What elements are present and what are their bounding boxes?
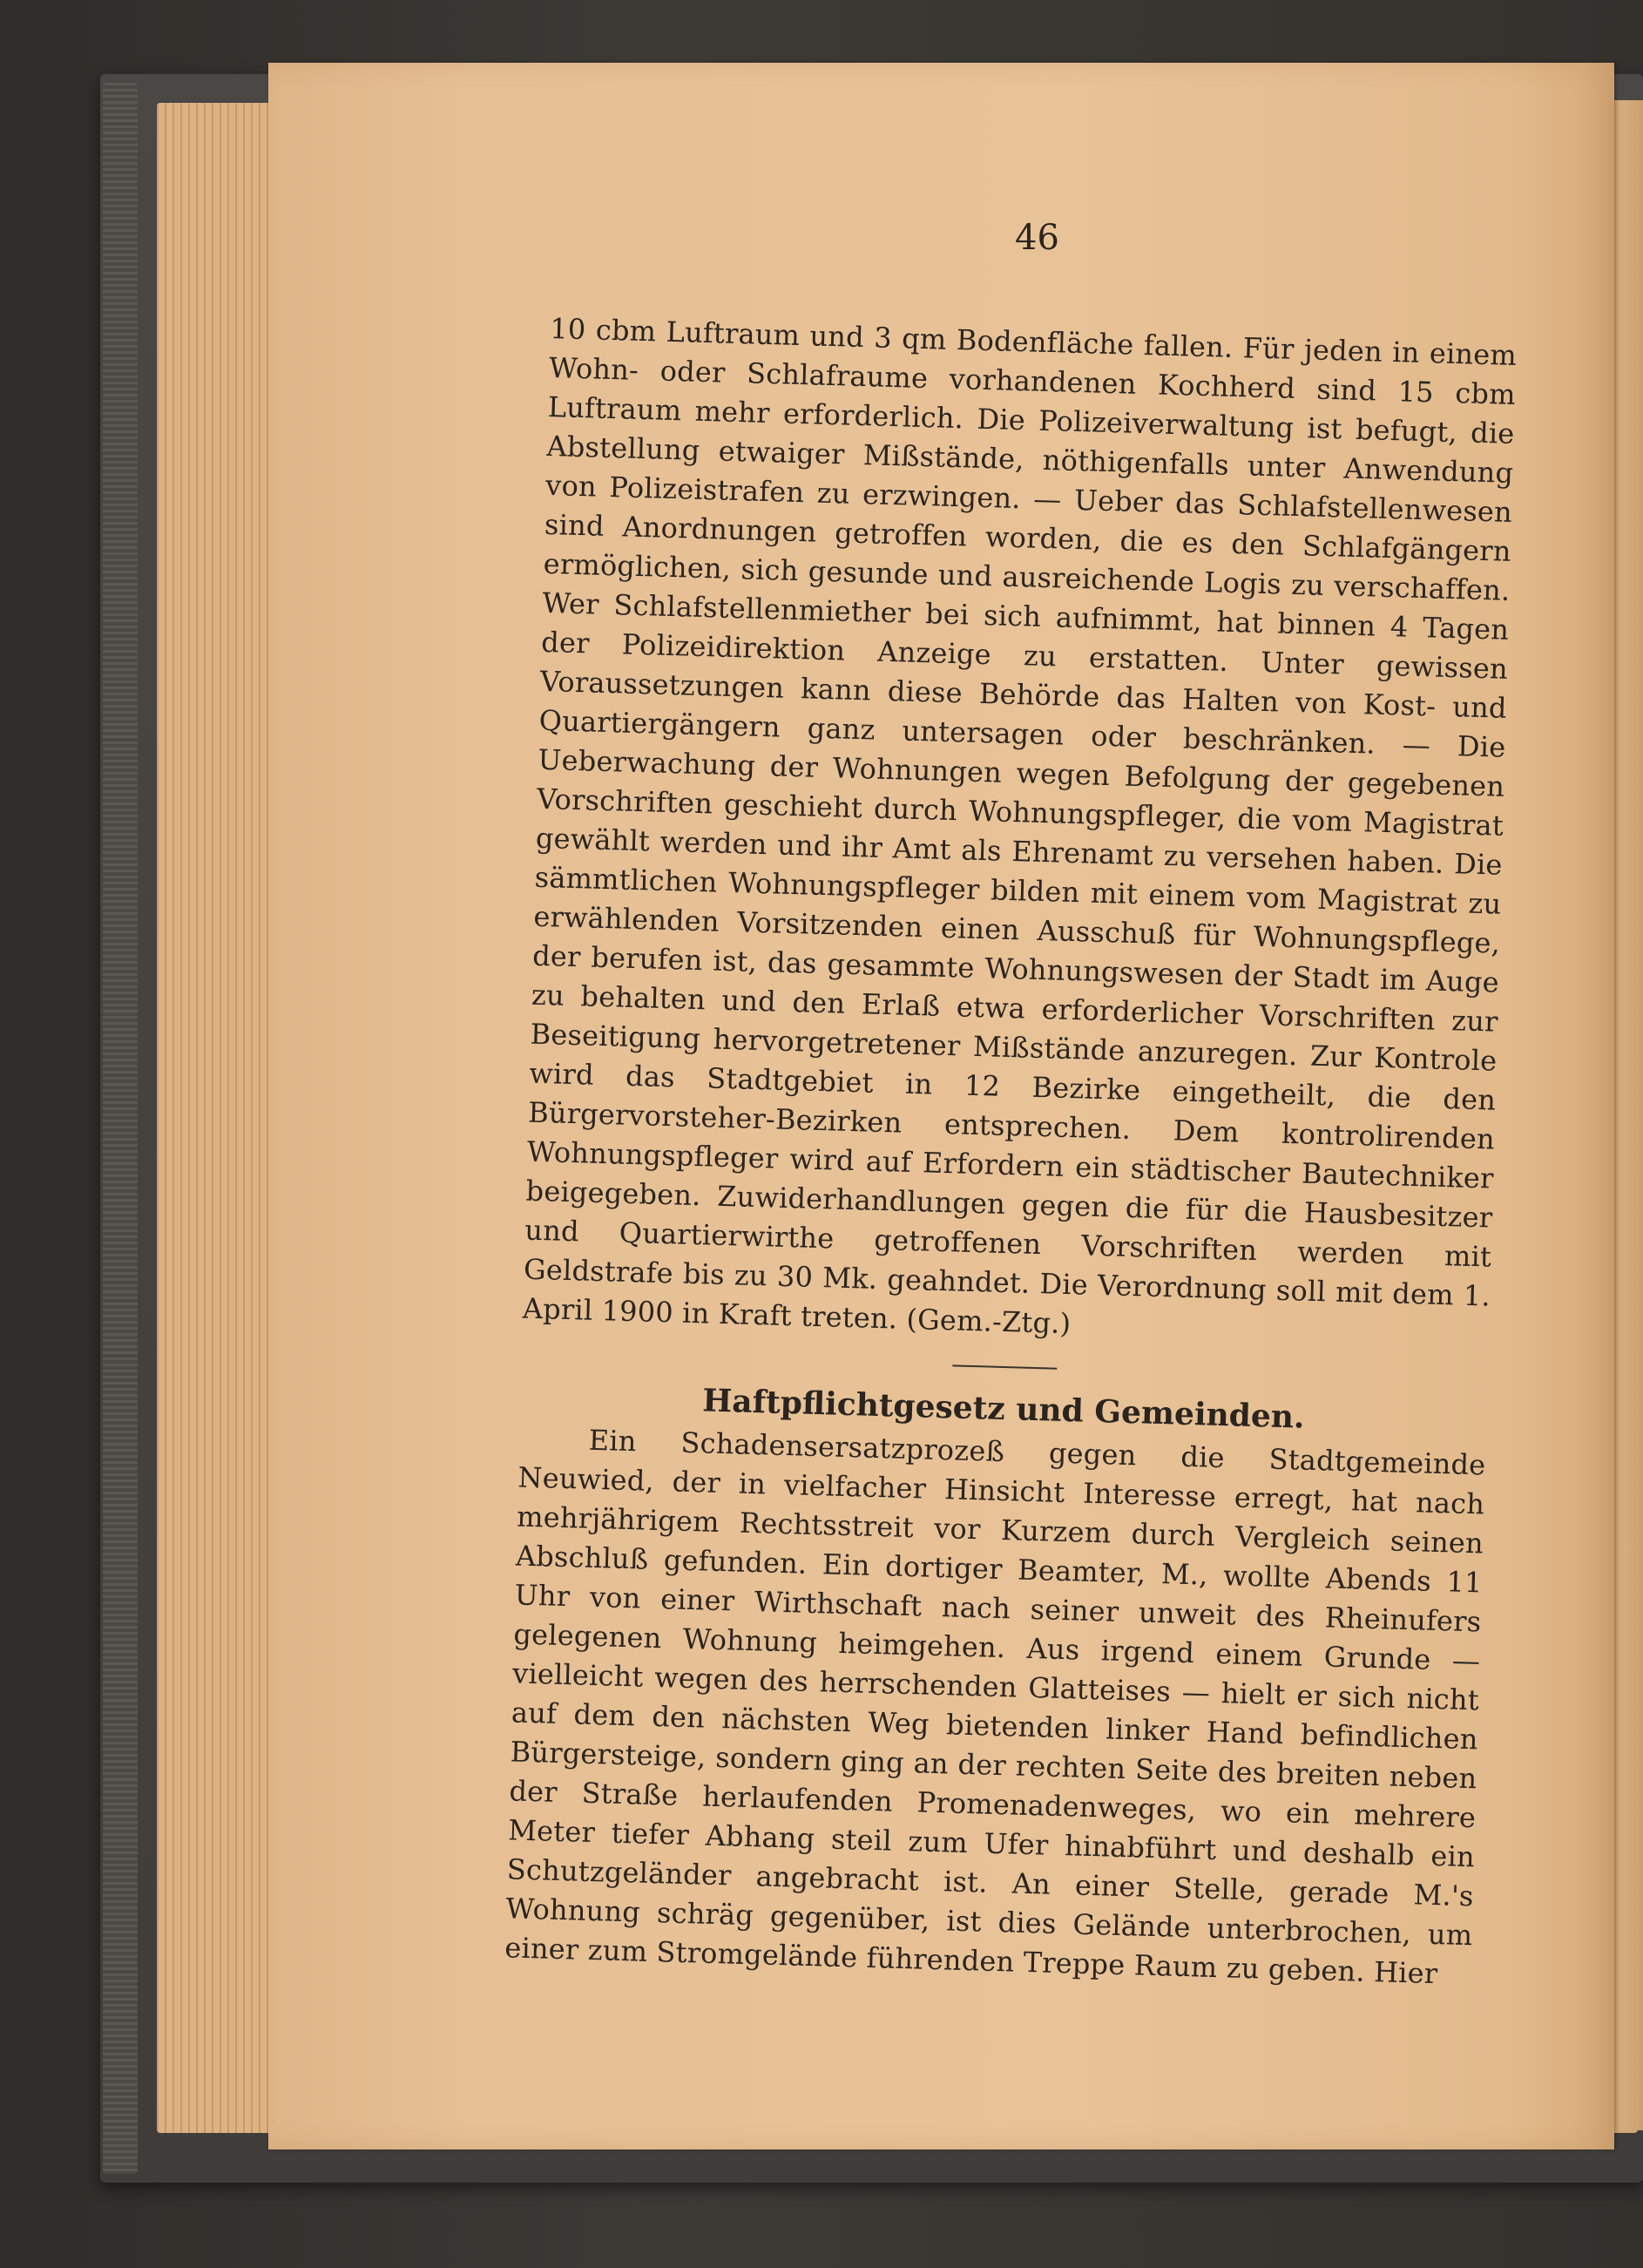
- section-divider: [952, 1364, 1057, 1369]
- page-number: 46: [1015, 218, 1059, 258]
- article-2-heading: Haftpflichtgesetz und Gemeinden.: [701, 1382, 1306, 1436]
- page-edges: [157, 103, 270, 2133]
- article-1-body: 10 cbm Luftraum und 3 qm Bodenfläche fallen. Für jeden in einem Wohn- oder Schlafraume vorhandenen Kochherd sind 15 cbm Luftraum mehr erforderlich. Die Polizeiverwaltung ist befugt, die Abstellung etwaiger Mißstände, nöthigenfalls unter Anwendung von Polizeistrafen zu erzwingen. — Ueber das Schlafstellenwesen sind Anordnungen getroffen worden, die es den Schlafgängern ermöglichen, sich gesunde und ausreichende Logis zu verschaffen. Wer Schlafstellenmiether bei sich aufnimmt, hat binnen 4 Tagen der Polizeidirektion Anzeige zu erstatten. Unter gewissen Voraussetzungen kann diese Behörde das Halten von Kost- und Quartiergängern ganz untersagen oder beschränken. — Die Ueberwachung der Wohnungen wegen Befolgung der gegebenen Vorschriften geschieht durch Wohnungspfleger, die vom Magistrat gewählt werden und ihr Amt als Ehrenamt zu versehen haben. Die sämmtlichen Wohnungspfleger bilden mit einem vom Magistrat zu erwählenden Vorsitzenden einen Ausschuß für Wohnungspflege, der berufen ist, das gesammte Wohnungswesen der Stadt im Auge zu behalten und den Erlaß etwa erforderlicher Vorschriften zur Beseitigung hervorgetretener Mißstände anzuregen. Zur Kontrole wird das Stadtgebiet in 12 Bezirke eingetheilt, die den Bürgervorsteher-Bezirken entsprechen. Dem kontrolirenden Wohnungspfleger wird auf Erfordern ein städtischer Bautechniker beigegeben. Zuwiderhandlungen gegen die für die Hausbesitzer und Quartierwirthe getroffenen Vorschriften werden mit Geldstrafe bis zu 30 Mk. geahndet. Die Verordnung soll mit dem 1. April 1900 in Kraft treten. (Gem.-Ztg.): [522, 311, 1518, 1341]
- article-2-body: Ein Schadensersatzprozeß gegen die Stadtgemeinde Neuwied, der in vielfacher Hinsicht Interesse erregt, hat nach mehrjährigem Rechtsstreit vor Kurzem durch Vergleich seinen Abschluß gefunden. Ein dortiger Beamter, M., wollte Abends 11 Uhr von einer Wirthschaft nach seiner unweit des Rheinufers gelegenen Wohnung heimgehen. Aus irgend einem Grunde — vielleicht wegen des herrschenden Glatteises — hielt er sich nicht auf dem den nächsten Weg bietenden linker Hand befindlichen Bürgersteige, sondern ging an der rechten Seite des breiten neben der Straße herlaufenden Promenadenweges, wo ein mehrere Meter tiefer Abhang steil zum Ufer hinabführt und deshalb ein Schutzgeländer angebracht ist. An einer Stelle, gerade M.'s Wohnung schräg gegenüber, ist dies Gelände unterbrochen, um einer zum Stromgelände führenden Treppe Raum zu geben. Hier: [504, 1423, 1486, 1991]
- book-spine-edge: [103, 83, 138, 2174]
- page-text-block: [504, 309, 1518, 1994]
